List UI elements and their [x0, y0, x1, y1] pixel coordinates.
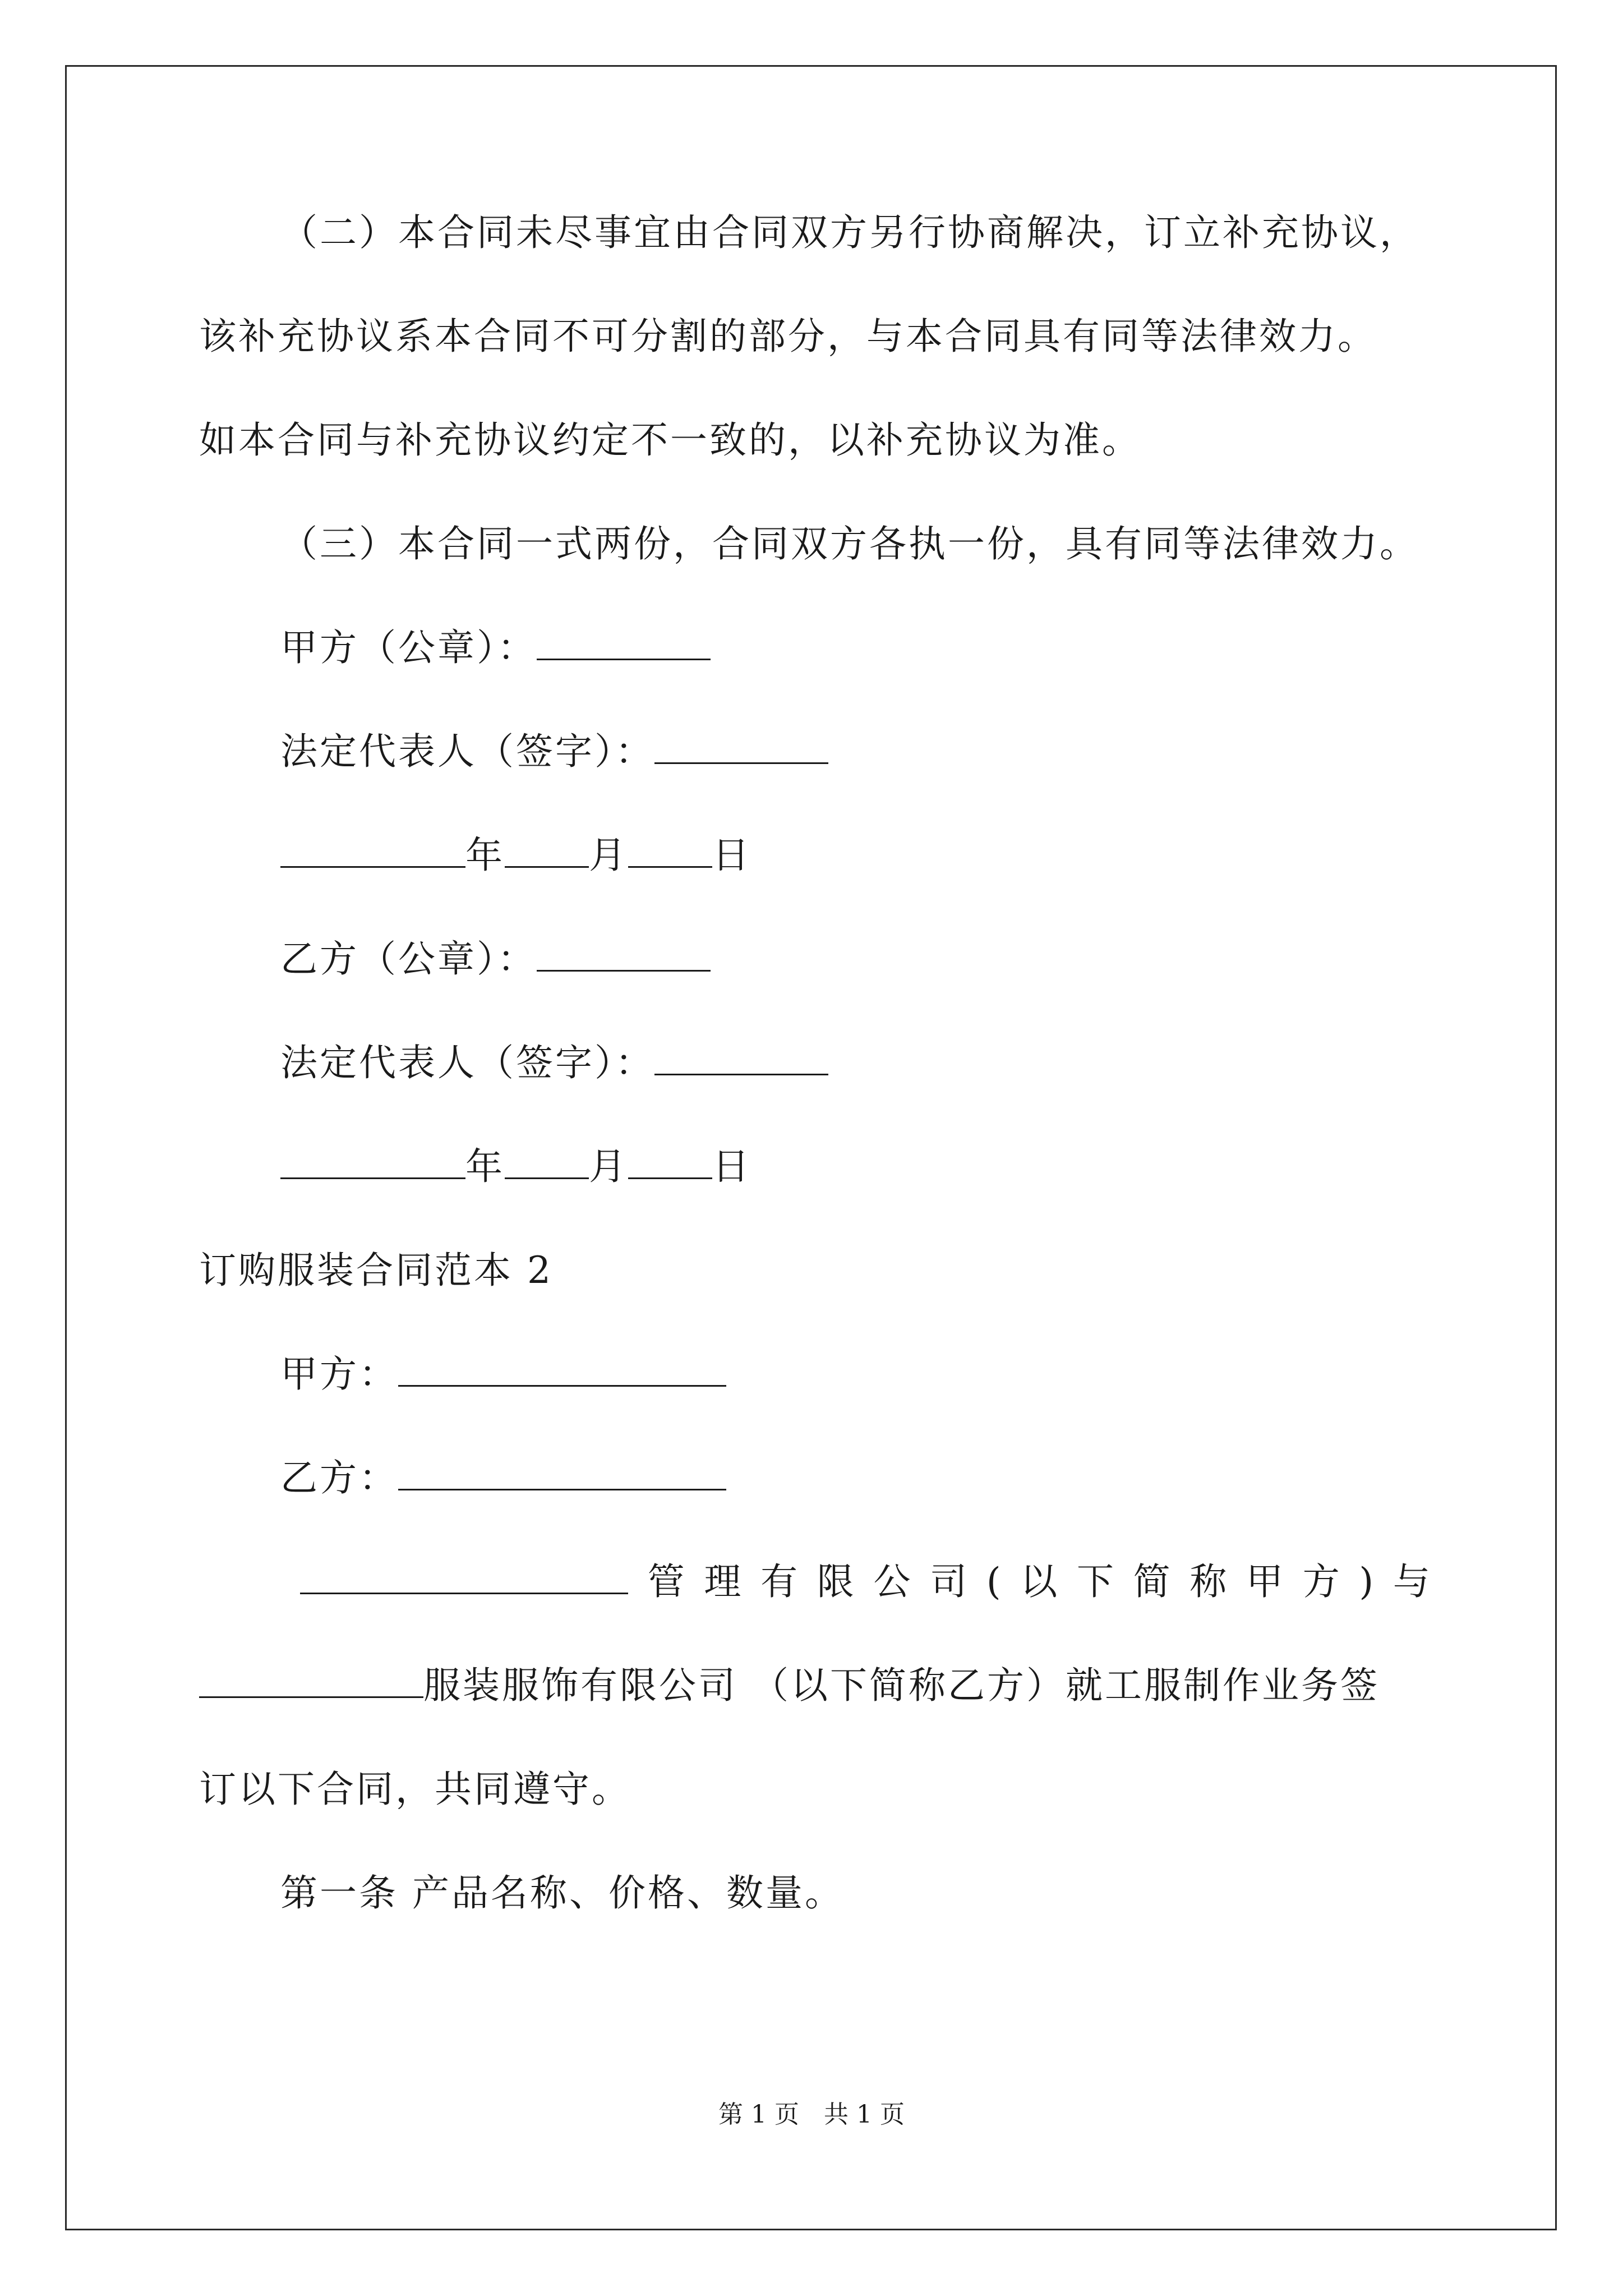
date-1-day-blank[interactable] [628, 832, 712, 868]
rep-sign-2-blank[interactable] [654, 1040, 828, 1075]
date-2-month-label: 月 [589, 1145, 628, 1188]
intro-char: 理 [704, 1560, 741, 1603]
date-1-year-blank[interactable] [280, 832, 465, 868]
contract-2-party-b-line [280, 1453, 726, 1503]
intro-char: 甲 [1246, 1560, 1283, 1603]
rep-sign-1-blank[interactable] [654, 729, 828, 764]
contract-2-party-b-blank[interactable] [398, 1455, 726, 1490]
contract-2-intro-line-3: 订以下合同，共同遵守。 [199, 1768, 631, 1811]
paragraph-3: （三）本合同一式两份，合同双方各执一份，具有同等法律效力。 [280, 522, 1419, 565]
date-1-day-label: 日 [712, 834, 751, 877]
intro-char: 管 [647, 1560, 685, 1603]
intro-char: 公 [873, 1560, 911, 1603]
intro-char: 以 [1020, 1560, 1058, 1603]
contract-2-company-b-blank[interactable] [199, 1663, 423, 1698]
intro-char: 方 [1302, 1560, 1340, 1603]
intro-char: 司 [930, 1560, 967, 1603]
contract-2-party-a-blank[interactable] [398, 1351, 726, 1387]
rep-sign-2-line [280, 1038, 828, 1088]
date-2-month-blank[interactable] [505, 1144, 589, 1179]
date-2-day-blank[interactable] [628, 1144, 712, 1179]
rep-sign-1-label: 法定代表人（签字）： [280, 730, 654, 773]
contract-2-intro-line-2 [199, 1660, 1380, 1711]
contract-2-company-a-blank[interactable] [300, 1559, 628, 1594]
party-a-seal-line [280, 623, 711, 673]
intro-char: 与 [1393, 1560, 1430, 1603]
contract-2-intro-line-1 [300, 1557, 1430, 1607]
intro-char: 限 [817, 1560, 854, 1603]
party-b-seal-label: 乙方（公章）： [280, 937, 537, 981]
rep-sign-2-label: 法定代表人（签字）： [280, 1041, 654, 1084]
date-1-month-label: 月 [589, 834, 628, 877]
contract-2-party-b-label: 乙方： [280, 1456, 398, 1499]
party-a-seal-label: 甲方（公章）： [280, 626, 537, 669]
paragraph-2-line-2: 该补充协议系本合同不可分割的部分，与本合同具有同等法律效力。 [199, 315, 1377, 358]
paragraph-2-line-3: 如本合同与补充协议约定不一致的，以补充协议为准。 [199, 418, 1141, 462]
page-number-footer: 第 1 页 共 1 页 [718, 2100, 905, 2129]
date-1-month-blank[interactable] [505, 832, 589, 868]
intro-char: ( [986, 1560, 1001, 1603]
rep-sign-1-line [280, 726, 828, 777]
intro-char: 下 [1076, 1560, 1114, 1603]
contract-2-party-a-line [280, 1349, 726, 1400]
contract-2-article-1: 第一条 产品名称、价格、数量。 [280, 1871, 844, 1915]
date-2-year-blank[interactable] [280, 1144, 465, 1179]
intro-char: 有 [760, 1560, 798, 1603]
contract-2-intro-line-2-text: 服装服饰有限公司 （以下简称乙方）就工服制作业务签 [423, 1664, 1380, 1707]
paragraph-2-line-1: （二）本合同未尽事宜由合同双方另行协商解决，订立补充协议， [280, 211, 1419, 254]
party-a-seal-blank[interactable] [537, 625, 711, 660]
date-1-year-label: 年 [465, 834, 505, 877]
contract-2-title: 订购服装合同范本 2 [199, 1249, 553, 1292]
party-b-seal-line [280, 934, 711, 984]
party-b-seal-blank[interactable] [537, 936, 711, 972]
date-2-day-label: 日 [712, 1145, 751, 1188]
intro-char: 简 [1133, 1560, 1170, 1603]
date-2-line [280, 1142, 751, 1192]
date-1-line [280, 830, 751, 881]
contract-2-party-a-label: 甲方： [280, 1352, 398, 1396]
date-2-year-label: 年 [465, 1145, 505, 1188]
intro-char: 称 [1189, 1560, 1227, 1603]
intro-char: ) [1359, 1560, 1374, 1603]
